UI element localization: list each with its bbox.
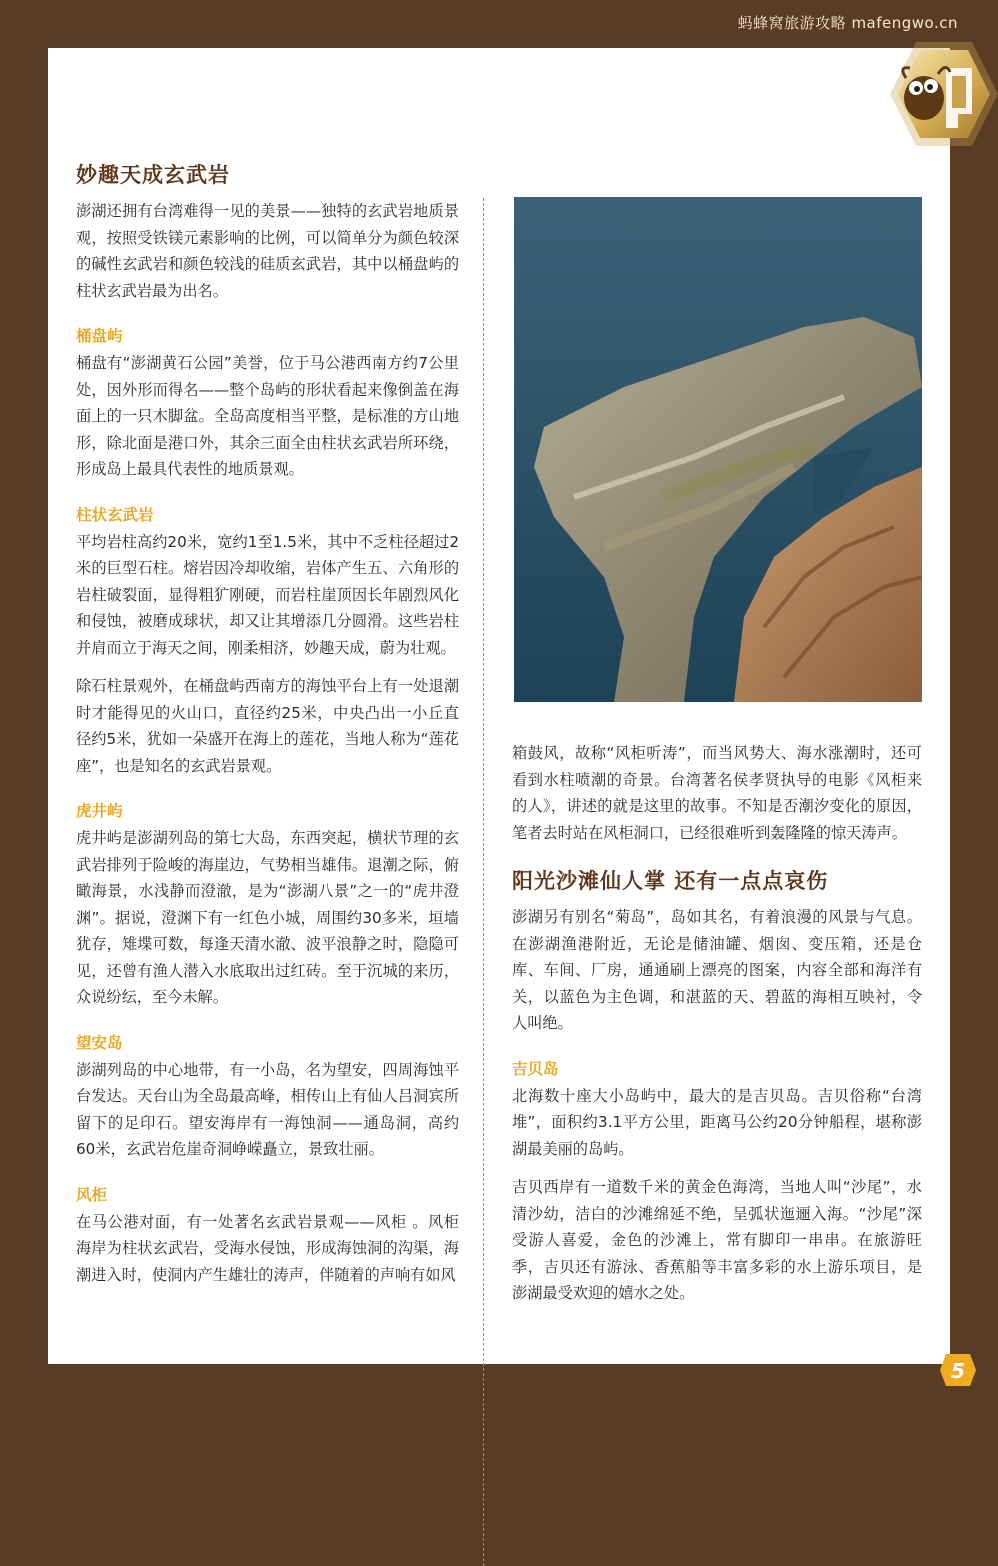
wangan-text: 澎湖列岛的中心地带，有一小岛，名为望安，四周海蚀平台发达。天台山为全岛最高峰，相传山上有仙人吕洞宾所留下的足印石。望安海岸有一海蚀洞——通岛洞，高约60米，玄武岩危崖奇洞峥嵘矗立，景致壮丽。 [76, 1060, 459, 1158]
page-number-badge [938, 1350, 978, 1390]
jibei-text-1: 北海数十座大小岛屿中，最大的是吉贝岛。吉贝俗称“台湾堆”，面积约3.1平方公里，距离马公约20分钟船程，堪称澎湖最美丽的岛屿。 [512, 1086, 922, 1158]
sunshine-intro: 澎湖另有别名“菊岛”，岛如其名，有着浪漫的风景与气息。在澎湖渔港附近，无论是储油罐、烟囱、变压箱，还是仓库、车间、厂房，通通刷上漂亮的图案，内容全部和海洋有关，以蓝色为主色调，和湛蓝的天、碧蓝的海相互映衬，令人叫绝。 [512, 908, 922, 1032]
column-divider [483, 198, 484, 1566]
zhuzhuang-text-2: 除石柱景观外，在桶盘屿西南方的海蚀平台上有一处退潮时才能得见的火山口，直径约25米，中央凸出一小丘直径约5米，犹如一朵盛开在海上的莲花，当地人称为“莲花座”，也是知名的玄武岩景观。 [76, 677, 459, 775]
page-number: 5 [951, 1359, 965, 1383]
subtitle-tongpan: 桶盘屿 [76, 327, 123, 345]
zhuzhuang-text-1: 平均岩柱高约20米，宽约1至1.5米，其中不乏柱径超过2米的巨型石柱。熔岩因冷却收缩，岩体产生五、六角形的岩柱破裂面，显得粗犷刚硬，而岩柱崖顶因长年剧烈风化和侵蚀，被磨成球状，却又让其增添几分圆滑。这些岩柱并肩而立于海天之间，刚柔相济，妙趣天成，蔚为壮观。 [76, 532, 459, 657]
fenggui-text: 在马公港对面，有一处著名玄武岩景观——风柜 。风柜海岸为柱状玄武岩，受海水侵蚀，形成海蚀洞的沟渠，海潮进入时，使洞内产生雄壮的涛声，伴随着的声响有如风 [76, 1212, 459, 1284]
tongpan-text: 桶盘有“澎湖黄石公园”美誉，位于马公港西南方约7公里处，因外形而得名——整个岛屿的形状看起来像倒盖在海面上的一只木脚盆。全岛高度相当平整，是标准的方山地形，除北面是港口外，其余三面全由柱状玄武岩所环绕，形成岛上最具代表性的地质景观。 [76, 354, 459, 478]
left-column [76, 160, 459, 1300]
jibei-text-2: 吉贝西岸有一道数千米的黄金色海湾，当地人叫“沙尾”，水清沙幼，洁白的沙滩绵延不绝，呈弧状迤逦入海。“沙尾”深受游人喜爱，金色的沙滩上，常有脚印一串串。在旅游旺季，吉贝还有游泳、香蕉船等丰富多彩的水上游乐项目，是澎湖最受欢迎的嬉水之处。 [512, 1178, 922, 1302]
subtitle-jibei: 吉贝岛 [512, 1059, 559, 1078]
subtitle-fenggui: 风柜 [76, 1185, 108, 1204]
coastline-photo [514, 197, 922, 702]
basalt-intro: 澎湖还拥有台湾难得一见的美景——独特的玄武岩地质景观，按照受铁镁元素影响的比例，可以简单分为颜色较深的碱性玄武岩和颜色较浅的硅质玄武岩，其中以桶盘屿的柱状玄武岩最为出名。 [76, 202, 459, 300]
section-title-basalt: 妙趣天成玄武岩 [76, 163, 230, 187]
section-title-sunshine: 阳光沙滩仙人掌 还有一点点哀伤 [512, 869, 829, 893]
right-column [512, 740, 922, 1319]
mafengwo-logo [876, 38, 998, 150]
fenggui-text-continued: 箱鼓风，故称“风柜听涛”，而当风势大、海水涨潮时，还可看到水柱喷潮的奇景。台湾著名侯孝贤执导的电影《风柜来的人》，讲述的就是这里的故事。不知是否潮汐变化的原因，笔者去时站在风柜洞口，已经很难听到轰隆隆的惊天涛声。 [512, 744, 922, 842]
subtitle-wangan: 望安岛 [76, 1033, 123, 1052]
subtitle-zhuzhuang: 柱状玄武岩 [76, 505, 154, 524]
hujing-text: 虎井屿是澎湖列岛的第七大岛，东西突起，横状节理的玄武岩排列于险峻的海崖边，气势相当雄伟。退潮之际，俯瞰海景，水浅静而澄澈，是为“澎湖八景”之一的“虎井澄渊”。据说，澄渊下有一红色小城，周围约30多米，垣墙犹存，雉堞可数，每逢天清水澈、波平浪静之时，隐隐可见，还曾有渔人潜入水底取出过红砖。至于沉城的来历，众说纷纭，至今未解。 [76, 829, 459, 1006]
subtitle-hujing: 虎井屿 [76, 802, 123, 820]
site-header: 蚂蜂窝旅游攻略 mafengwo.cn [737, 14, 958, 32]
